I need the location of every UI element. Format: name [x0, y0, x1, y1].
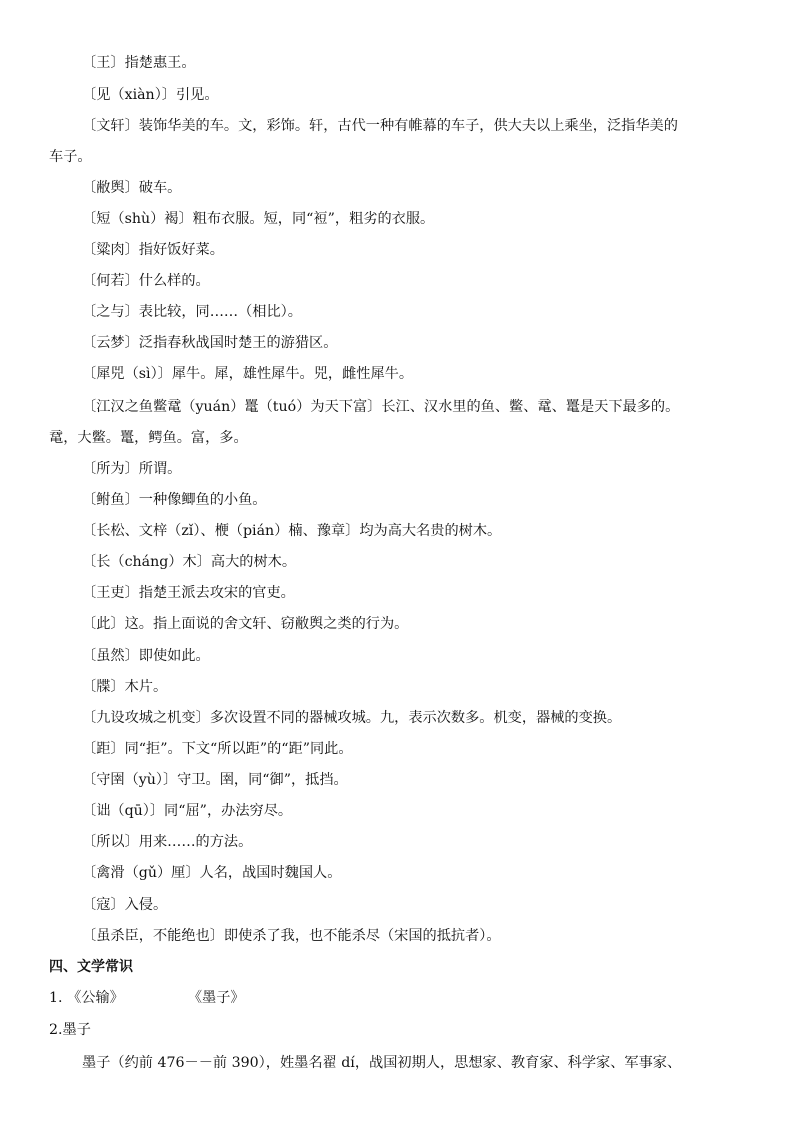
item-1-number: 1.: [49, 990, 63, 1006]
note-wangli: 〔王吏〕指楚王派去攻宋的官吏。: [82, 585, 295, 601]
note-fuyu: 〔鲋鱼〕一种像鲫鱼的小鱼。: [82, 492, 267, 508]
note-liangrou: 〔粱肉〕指好饭好菜。: [82, 242, 224, 258]
note-wenxuan: 〔文轩〕装饰华美的车。文，彩饰。轩，古代一种有帷幕的车子，供大夫以上乘坐，泛指华美的: [82, 118, 678, 134]
note-changmu: 〔长（cháng）木〕高大的树木。: [82, 554, 297, 570]
note-xisi: 〔犀兕（sì）〕犀牛。犀，雄性犀牛。兕，雌性犀牛。: [82, 366, 414, 382]
mozi-intro: 墨子（约前 476－－前 390），姓墨名翟 dí，战国初期人，思想家、教育家、科学家、军事家、: [82, 1055, 682, 1071]
note-changsong: 〔长松、文梓（zǐ）、楩（pián）楠、豫章〕均为高大名贵的树木。: [82, 523, 502, 539]
item-2-title: 墨子: [62, 1022, 91, 1038]
note-shouyu: 〔守圉（yù）〕守卫。圉，同“御”，抵挡。: [82, 772, 348, 788]
note-biyu: 〔敝舆〕破车。: [82, 180, 182, 196]
note-wenxuan-continued: 车子。: [49, 149, 92, 165]
note-suishachen: 〔虽杀臣，不能绝也〕即使杀了我，也不能杀尽（宋国的抵抗者）。: [82, 928, 501, 944]
note-wang: 〔王〕指楚惠王。: [82, 55, 196, 71]
section-heading: 四、文学常识: [49, 959, 133, 975]
note-zhiyu: 〔之与〕表比较，同……（相比）。: [82, 304, 302, 320]
note-die: 〔牒〕木片。: [82, 679, 168, 695]
note-heruo: 〔何若〕什么样的。: [82, 273, 210, 289]
note-suowei: 〔所为〕所谓。: [82, 461, 182, 477]
item-1: [0, 985, 794, 1011]
note-jianghan: 〔江汉之鱼鳖鼋（yuán）鼍（tuó）为天下富〕长江、汉水里的鱼、鳖、鼋、鼍是天下最多的。: [82, 399, 680, 415]
note-suiran: 〔虽然〕即使如此。: [82, 648, 210, 664]
note-ju: 〔距〕同“拒”。下文“所以距”的“距”同此。: [82, 741, 353, 757]
note-ci: 〔此〕这。指上面说的舍文轩、窃敝舆之类的行为。: [82, 616, 409, 632]
item-1-work: 《公输》: [67, 990, 124, 1006]
note-duanhe: 〔短（shù）褐〕粗布衣服。短，同“裋”，粗劣的衣服。: [82, 211, 435, 227]
item-2-number: 2.: [49, 1022, 63, 1038]
note-qinguli: 〔禽滑（gǔ）厘〕人名，战国时魏国人。: [82, 865, 342, 881]
note-jianghan-continued: 鼋，大鳖。鼍，鳄鱼。富，多。: [49, 430, 248, 446]
note-suoyi: 〔所以〕用来……的方法。: [82, 834, 253, 850]
note-qu: 〔诎（qū）〕同“屈”，办法穷尽。: [82, 803, 293, 819]
item-1-source: 《墨子》: [187, 990, 245, 1006]
note-jian: 〔见（xiàn）〕引见。: [82, 87, 219, 103]
note-kou: 〔寇〕入侵。: [82, 897, 168, 913]
note-yunmeng: 〔云梦〕泛指春秋战国时楚王的游猎区。: [82, 335, 338, 351]
note-jiushe: 〔九设攻城之机变〕多次设置不同的器械攻城。九，表示次数多。机变，器械的变换。: [82, 710, 622, 726]
item-2: [0, 1017, 794, 1043]
